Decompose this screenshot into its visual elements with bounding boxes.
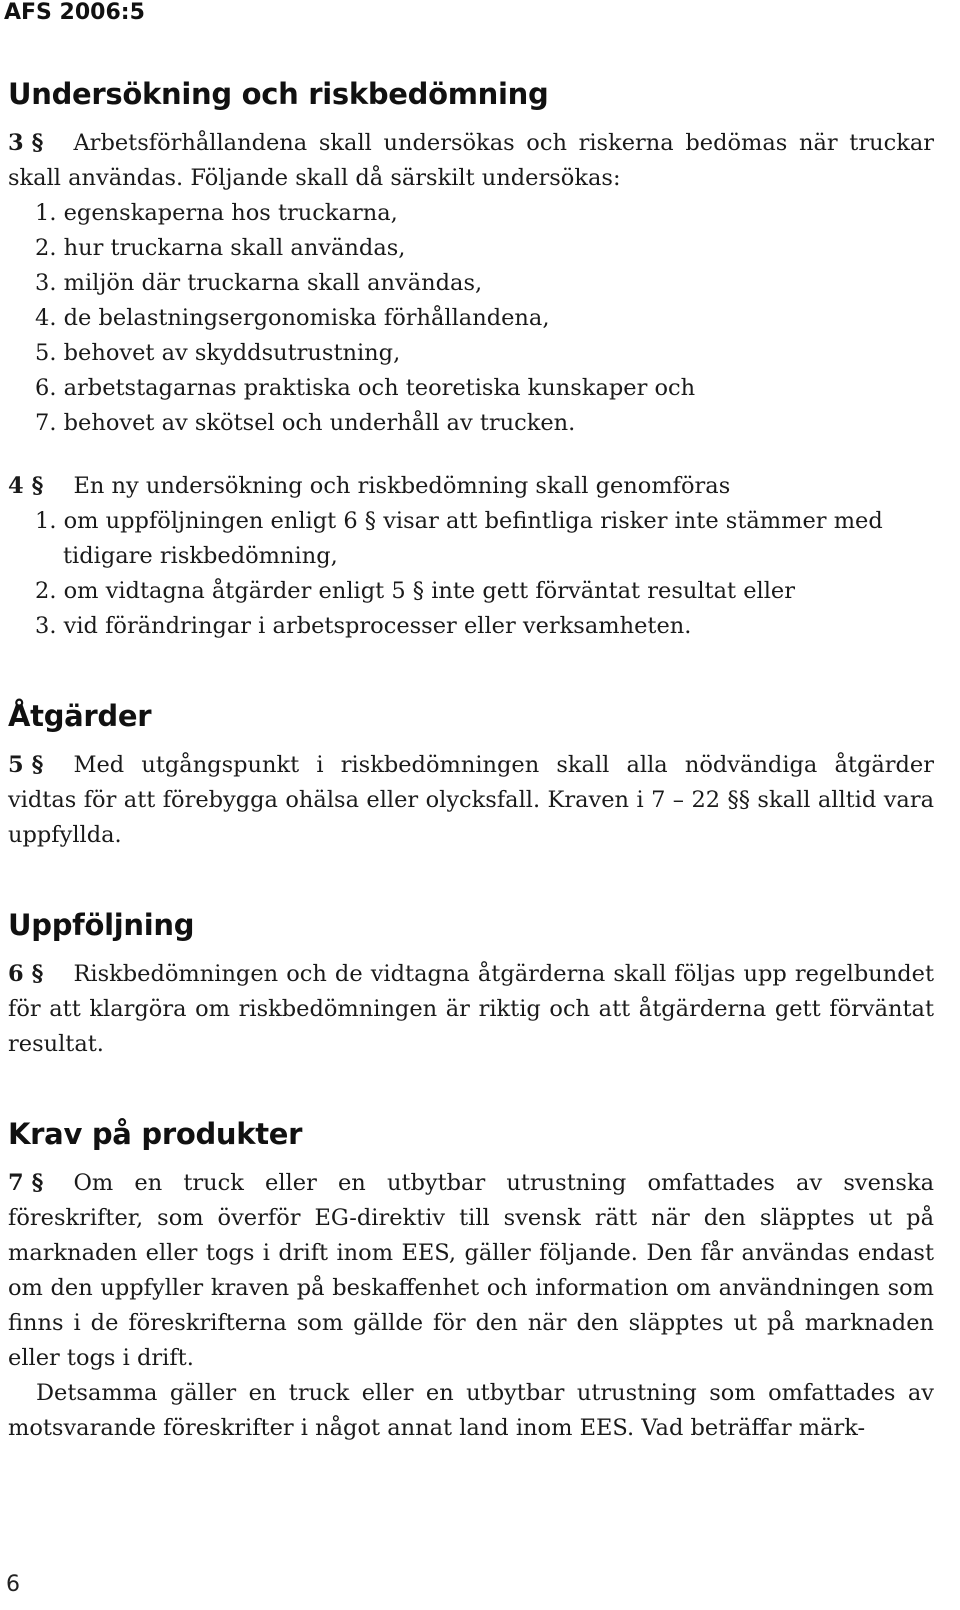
paragraph-text: Riskbedömningen och de vidtagna åtgärderna skall följas upp regelbundet för att klargöra om riskbedömningen är riktig och att åtgärderna gett förväntat resultat. — [8, 961, 934, 1057]
paragraph-7-continued: Detsamma gäller en truck eller en utbytbar utrustning som omfattades av motsvarande föreskrifter i något annat land inom EES. Vad beträffar märk- — [8, 1380, 934, 1441]
paragraph-number: 3 — [8, 130, 24, 156]
paragraph-text: En ny undersökning och riskbedömning skall genomföras — [73, 473, 731, 499]
list-item: 3. vid förändringar i arbetsprocesser eller verksamheten. — [35, 613, 692, 639]
paragraph-4 — [8, 469, 934, 504]
paragraph-text: Om en truck eller en utbytbar utrustning omfattades av svenska föreskrifter, som överför EG-direktiv till svensk rätt när den släpptes ut på marknaden eller togs i drift inom EES, gäller följande. Den får användas endast om den uppfyller kraven på beskaffenhet och information om användningen som finns i de föreskrifterna som gällde för den när den släpptes ut på marknaden eller togs i drift. — [8, 1170, 934, 1371]
paragraph-6 — [8, 957, 934, 1062]
document-body — [8, 76, 934, 1446]
section-heading-undersokning: Undersökning och riskbedömning — [8, 77, 549, 111]
list-item: 4. de belastningsergonomiska förhållandena, — [35, 305, 550, 331]
page-number: 6 — [6, 1572, 20, 1597]
paragraph-3 — [8, 126, 934, 196]
list-item: 5. behovet av skyddsutrustning, — [35, 340, 401, 366]
paragraph-number: 4 — [8, 473, 24, 499]
list-item: 7. behovet av skötsel och underhåll av trucken. — [35, 410, 576, 436]
paragraph-5 — [8, 748, 934, 853]
paragraph-number: 7 — [8, 1170, 24, 1196]
section-sign: § — [31, 961, 44, 987]
list-item: 6. arbetstagarnas praktiska och teoretiska kunskaper och — [35, 375, 696, 401]
list-item: 1. egenskaperna hos truckarna, — [35, 200, 398, 226]
list-item: 1. om uppföljningen enligt 6 § visar att befintliga risker inte stämmer med tidigare riskbedömning, — [35, 508, 883, 569]
list-item: 2. om vidtagna åtgärder enligt 5 § inte gett förväntat resultat eller — [35, 578, 795, 604]
section-sign: § — [31, 130, 44, 156]
paragraph-number: 5 — [8, 752, 24, 778]
section-sign: § — [31, 1170, 44, 1196]
document-id: AFS 2006:5 — [4, 0, 145, 25]
paragraph-7 — [8, 1166, 934, 1376]
section-sign: § — [31, 473, 44, 499]
list-item: 3. miljön där truckarna skall användas, — [35, 270, 483, 296]
paragraph-number: 6 — [8, 961, 24, 987]
section-heading-krav-pa-produkter: Krav på produkter — [8, 1117, 303, 1151]
paragraph-text: Med utgångspunkt i riskbedömningen skall alla nödvändiga åtgärder vidtas för att förebygga ohälsa eller olycksfall. Kraven i 7 – 22 §§ skall alltid vara uppfyllda. — [8, 752, 934, 848]
list-p3 — [8, 196, 934, 441]
list-item: 2. hur truckarna skall användas, — [35, 235, 406, 261]
paragraph-text: Arbetsförhållandena skall undersökas och riskerna bedömas när truckar skall användas. Följande skall då särskilt undersökas: — [8, 130, 934, 191]
section-sign: § — [31, 752, 44, 778]
section-heading-atgarder: Åtgärder — [8, 699, 152, 733]
list-p4 — [8, 504, 934, 644]
section-heading-uppfoljning: Uppföljning — [8, 908, 195, 942]
